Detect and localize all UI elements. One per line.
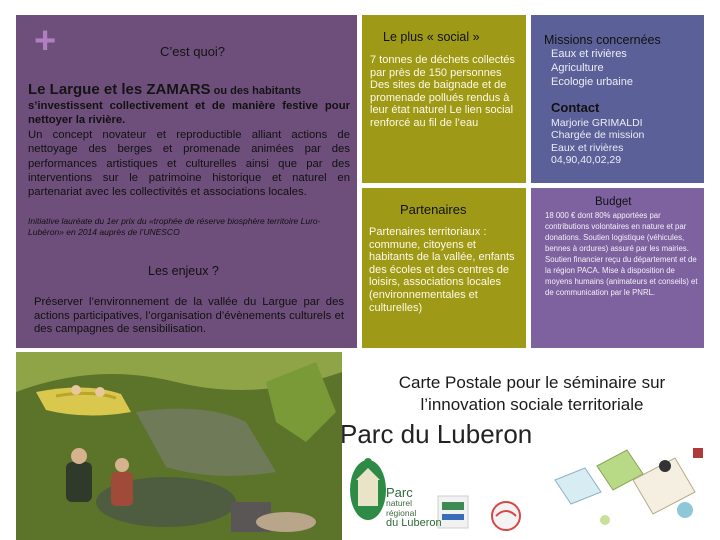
issues-heading: Les enjeux ?	[148, 264, 219, 278]
contact-details	[551, 117, 644, 167]
plus-icon: +	[34, 20, 57, 62]
issues-text: Préserver l’environnement de la vallée du Largue par des actions participatives, l’organisation d’évènements culturels et des campagnes de sensibilisation.	[34, 296, 344, 335]
partners-text: Partenaires territoriaux : commune, citoyens et habitants de la vallée, enfants des écoles et des centres de loisirs, associations locales (environnementales et culturelles)	[369, 226, 515, 314]
project-title-main: Le Largue et les ZAMARS	[28, 81, 211, 98]
project-description-text: Un concept novateur et reproductible alliant actions de nettoyage des berges et promenade animées par des performances artistiques et culturelles ainsi que par des interventions sur le patrimoine historique et naturel en partenariat avec les collectivités et associations locales.	[28, 128, 350, 199]
partners-heading: Partenaires	[400, 202, 467, 217]
mission-item: Eaux et rivières	[551, 48, 627, 60]
budget-heading: Budget	[595, 196, 632, 208]
contact-line: Marjorie GRIMALDI	[551, 117, 643, 129]
missions-list	[551, 48, 633, 89]
project-title-tail: ou des habitants	[210, 85, 302, 97]
budget-text: 18 000 € dont 80% apportées par contributions volontaires en nature et par donations. Soutien logistique (véhicules, bennes à ordures) assuré par les mairies. Soutien financier reçu du département et de la région PACA. Mise à disposition de moyens humains (animateurs et conseils) et de communication par le PNRL.	[545, 211, 698, 297]
mission-item: Ecologie urbaine	[551, 75, 633, 88]
social-heading: Le plus « social »	[383, 30, 480, 44]
river-cleanup-photo	[16, 352, 342, 540]
caption-line-1: Carte Postale pour le séminaire sur	[398, 373, 666, 392]
mission-item: Agriculture	[551, 61, 604, 74]
project-title	[28, 81, 353, 98]
caption-line-2: l’innovation sociale territoriale	[420, 395, 644, 414]
award-note: Initiative lauréate du 1er prix du «trophée de réserve biosphère territoire Luro-Lubéron» en 2014 auprès de l’UNESCO	[28, 216, 321, 237]
postcard-illustration	[545, 440, 715, 532]
park-logo-line: du Luberon	[386, 517, 442, 529]
contact-line: Chargée de mission	[551, 129, 645, 142]
missions-heading: Missions concernées	[544, 33, 661, 47]
project-description	[28, 99, 350, 200]
contact-line: 04,90,40,02,29	[551, 154, 622, 167]
contact-heading: Contact	[551, 100, 600, 115]
park-logo-text	[386, 485, 442, 529]
park-logo-line: Parc	[386, 485, 413, 500]
park-logo-line: naturel	[386, 498, 412, 508]
social-text: 7 tonnes de déchets collectés par près de 150 personnes Des sites de baignade et de promenade pollués rendus à leur état naturel Le lien social renforcé au fil de l’eau	[370, 54, 515, 129]
postcard-caption	[352, 372, 712, 416]
park-title: Parc du Luberon	[340, 419, 533, 449]
park-logo-line: régional	[386, 508, 417, 518]
what-is-it-heading: C’est quoi?	[160, 44, 226, 59]
contact-line: Eaux et rivières	[551, 141, 624, 154]
project-description-bold: s’investissent collectivement et de manière festive pour nettoyer la rivière.	[28, 100, 350, 127]
